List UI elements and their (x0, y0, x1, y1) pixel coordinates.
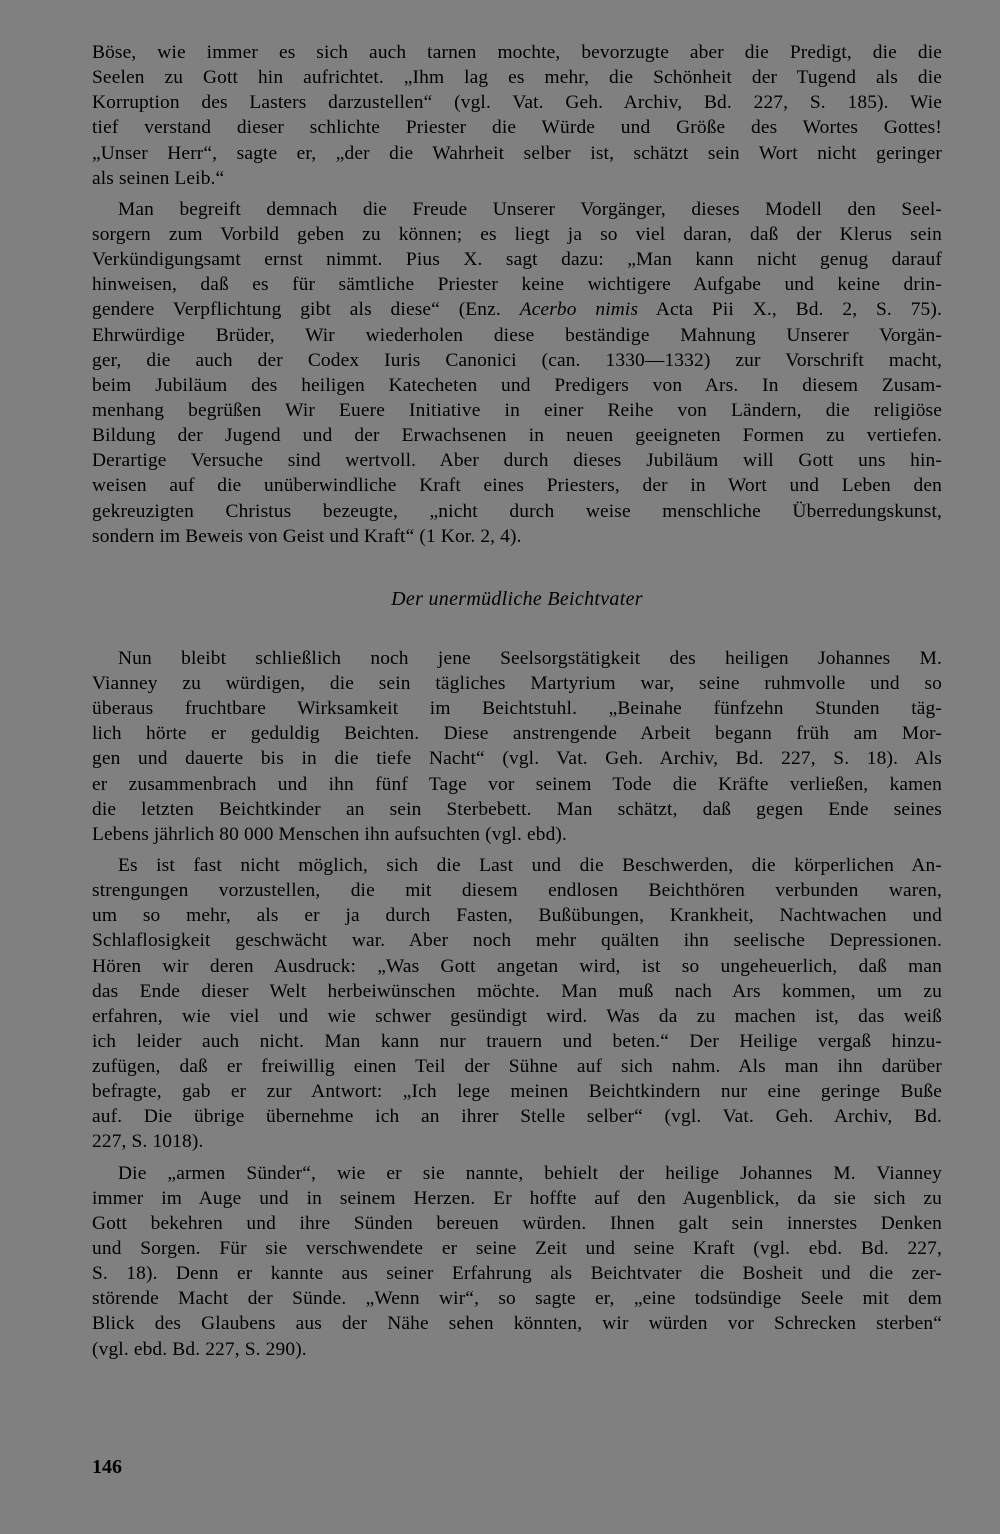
text-line: „Unser Herr“, sagte er, „der die Wahrheit selber ist, schätzt sein Wort nicht geringer (92, 142, 942, 164)
text-line: Man begreift demnach die Freude Unserer Vorgänger, dieses Modell den Seel- (118, 198, 942, 220)
text-line: Verkündigungsamt ernst nimmt. Pius X. sagt dazu: „Man kann nicht genug darauf (92, 249, 942, 271)
text-line: Schlaflosigkeit geschwächt war. Aber noch mehr quälten ihn seelische Depressionen. (92, 930, 942, 952)
text-line: Blick des Glaubens aus der Nähe sehen könnten, wir würden vor Schrecken sterben“ (92, 1313, 942, 1335)
text-line: überaus fruchtbare Wirksamkeit im Beichtstuhl. „Beinahe fünfzehn Stunden täg- (92, 698, 942, 720)
text-line: störende Macht der Sünde. „Wenn wir“, so sagte er, „eine todsündige Seele mit dem (92, 1288, 942, 1310)
text-line: Lebens jährlich 80 000 Menschen ihn aufsuchten (vgl. ebd). (92, 823, 568, 845)
text-line: und Sorgen. Für sie verschwendete er seine Zeit und seine Kraft (vgl. ebd. Bd. 227, (92, 1238, 942, 1260)
text-line: Nun bleibt schließlich noch jene Seelsorgstätigkeit des heiligen Johannes M. (118, 647, 942, 669)
page-body (92, 40, 942, 1362)
text-line: auf. Die übrige übernehme ich an ihrer Stelle selber“ (vgl. Vat. Geh. Archiv, Bd. (92, 1106, 942, 1128)
text-line: Gott bekehren und ihre Sünden bereuen würden. Ihnen galt sein innerstes Denken (92, 1212, 942, 1234)
paragraph-5 (92, 1161, 942, 1362)
text-line: Korruption des Lasters darzustellen“ (vgl. Vat. Geh. Archiv, Bd. 227, S. 185). Wie (92, 92, 942, 114)
text-line: gen und dauerte bis in die tiefe Nacht“ (vgl. Vat. Geh. Archiv, Bd. 227, S. 18). Als (92, 748, 942, 770)
text-line: hinweisen, daß es für sämtliche Priester keine wichtigere Aufgabe und keine drin- (92, 274, 942, 296)
text-line: Bildung der Jugend und der Erwachsenen in neuen geeigneten Formen zu vertiefen. (92, 425, 942, 447)
paragraph-3 (92, 646, 942, 847)
text-line: sorgern zum Vorbild geben zu können; es liegt ja so viel daran, daß der Klerus sein (92, 223, 942, 245)
text-line: strengungen vorzustellen, die mit diesem endlosen Beichthören verbunden waren, (92, 880, 942, 902)
text-line: gekreuzigten Christus bezeugte, „nicht durch weise menschliche Überredungskunst, (92, 500, 942, 522)
page-number: 146 (92, 1456, 122, 1478)
text-line: ich leider auch nicht. Man kann nur trauern und beten.“ Der Heilige vergaß hinzu- (92, 1030, 942, 1052)
section-heading: Der unermüdliche Beichtvater (391, 587, 643, 610)
text-line: S. 18). Denn er kannte aus seiner Erfahrung als Beichtvater die Bosheit und die zer- (92, 1263, 942, 1285)
text-line: zufügen, daß er freiwillig einen Teil der Sühne auf sich nahm. Als man ihn darüber (92, 1056, 942, 1078)
text-line: Es ist fast nicht möglich, sich die Last und die Beschwerden, die körperlichen An- (118, 854, 942, 876)
text-line: die letzten Beichtkinder an sein Sterbebett. Man schätzt, daß gegen Ende seines (92, 798, 942, 820)
paragraph-2 (92, 197, 942, 549)
text-line: 227, S. 1018). (92, 1131, 204, 1153)
text-line: immer im Auge und in seinem Herzen. Er hoffte auf den Augenblick, da sie sich zu (92, 1187, 942, 1209)
paragraph-4 (92, 853, 942, 1155)
text-line: Derartige Versuche sind wertvoll. Aber durch dieses Jubiläum will Gott uns hin- (92, 450, 942, 472)
paragraph-1 (92, 40, 942, 191)
text-line: beim Jubiläum des heiligen Katecheten und Predigers von Ars. In diesem Zusam- (92, 374, 942, 396)
text-line: Hören wir deren Ausdruck: „Was Gott angetan wird, ist so ungeheuerlich, daß man (92, 955, 942, 977)
encyclical-title: Acerbo nimis (519, 299, 639, 321)
text-line: Ehrwürdige Brüder, Wir wiederholen diese beständige Mahnung Unserer Vorgän- (92, 324, 942, 346)
text-line: erfahren, wie viel und wie schwer gesündigt wird. Was da zu machen ist, das weiß (92, 1005, 942, 1027)
text-line: ger, die auch der Codex Iuris Canonici (can. 1330—1332) zur Vorschrift macht, (92, 349, 942, 371)
text-segment: Acta Pii X., Bd. 2, S. 75). (638, 299, 943, 321)
text-line: tief verstand dieser schlichte Priester die Würde und Größe des Wortes Gottes! (92, 117, 942, 139)
text-line: um so mehr, als er ja durch Fasten, Bußübungen, Krankheit, Nachtwachen und (92, 905, 942, 927)
text-line: Böse, wie immer es sich auch tarnen mochte, bevorzugte aber die Predigt, die die (92, 42, 942, 63)
text-line: sondern im Beweis von Geist und Kraft“ (1 Kor. 2, 4). (92, 525, 522, 547)
text-line: das Ende dieser Welt herbeiwünschen möchte. Man muß nach Ars kommen, um zu (92, 980, 942, 1002)
text-line: er zusammenbrach und ihn fünf Tage vor seinem Tode die Kräfte verließen, kamen (92, 773, 942, 795)
text-line: weisen auf die unüberwindliche Kraft eines Priesters, der in Wort und Leben den (92, 475, 942, 497)
text-segment: gendere Verpflichtung gibt als diese“ (Enz. (92, 299, 520, 321)
text-line: befragte, gab er zur Antwort: „Ich lege meinen Beichtkindern nur eine geringe Buße (92, 1081, 942, 1103)
text-line: als seinen Leib.“ (92, 167, 225, 189)
text-line: Seelen zu Gott hin aufrichtet. „Ihm lag es mehr, die Schönheit der Tugend als die (92, 67, 942, 89)
text-line: menhang begrüßen Wir Euere Initiative in einer Reihe von Ländern, die religiöse (92, 399, 942, 421)
text-line: lich hörte er geduldig Beichten. Diese anstrengende Arbeit begann früh am Mor- (92, 723, 942, 745)
text-line: Vianney zu würdigen, die sein tägliches Martyrium war, seine ruhmvolle und so (92, 672, 942, 694)
text-line (92, 297, 942, 322)
text-line: (vgl. ebd. Bd. 227, S. 290). (92, 1338, 307, 1360)
text-line: Die „armen Sünder“, wie er sie nannte, behielt der heilige Johannes M. Vianney (118, 1162, 942, 1184)
